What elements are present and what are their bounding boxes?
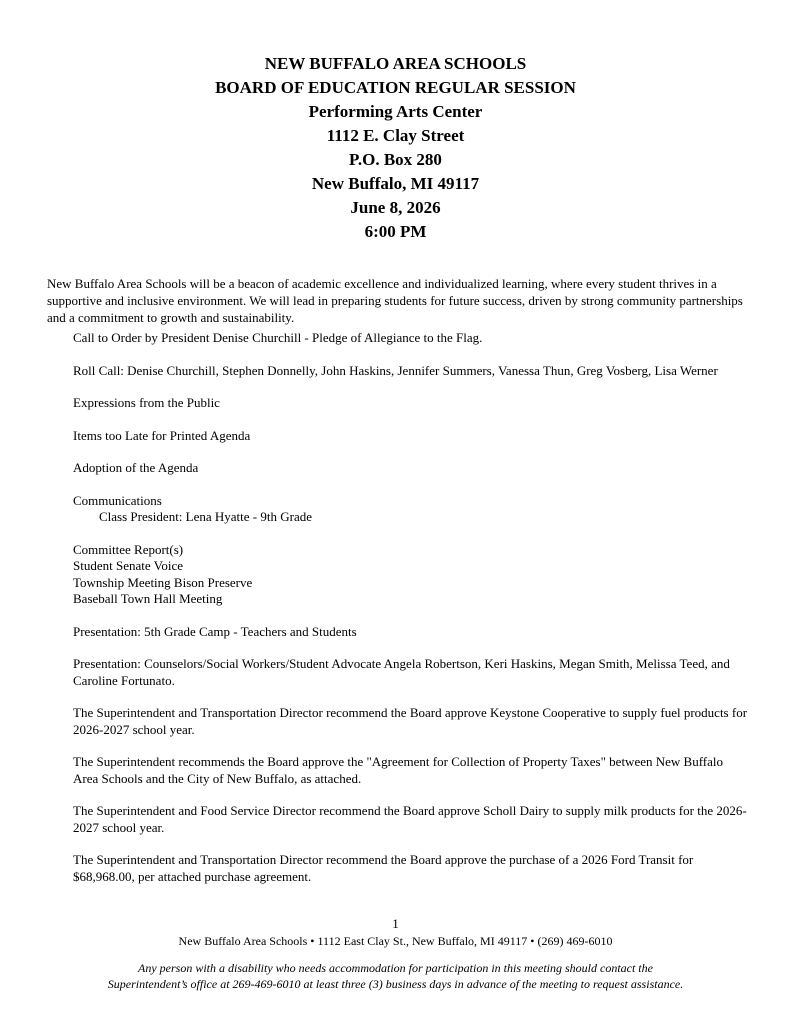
- agenda-list: [73, 330, 749, 901]
- agenda-public-expressions: Expressions from the Public: [73, 395, 220, 410]
- communications-item: Class President: Lena Hyatte - 9th Grade: [99, 509, 312, 524]
- agenda-recommendation-transit: The Superintendent and Transportation Director recommend the Board approve the purchase of a 2026 Ford Transit for $68,968.00, per attached purchase agreement.: [73, 852, 694, 884]
- agenda-presentation-camp: Presentation: 5th Grade Camp - Teachers and Students: [73, 623, 357, 639]
- agenda-communications: [73, 493, 749, 526]
- committee-line: Student Senate Voice: [73, 558, 184, 573]
- agenda-recommendation-taxes: The Superintendent recommends the Board approve the "Agreement for Collection of Property Taxes" between New Buffalo Area Schools and the City of New Buffalo, as attached.: [73, 754, 723, 786]
- venue-name: Performing Arts Center: [308, 102, 483, 121]
- notice-line: Superintendent’s office at 269-469-6010 at least three (3) business days in advance of the meeting to request assistance.: [107, 977, 684, 991]
- committee-line: Committee Report(s): [73, 541, 184, 557]
- agenda-roll-call: Roll Call: Denise Churchill, Stephen Donnelly, John Haskins, Jennifer Summers, Vanessa Thun, Greg Vosberg, Lisa Werner: [73, 362, 718, 378]
- agenda-adoption: Adoption of the Agenda: [73, 460, 199, 475]
- notice-line: Any person with a disability who needs accommodation for participation in this meeting should contact the: [138, 961, 653, 975]
- page-number: 1: [392, 916, 399, 931]
- communications-title: Communications: [73, 492, 162, 508]
- agenda-call-to-order: Call to Order by President Denise Churchill - Pledge of Allegiance to the Flag.: [73, 330, 483, 345]
- meeting-time: 6:00 PM: [364, 222, 427, 241]
- agenda-committee-reports: [73, 542, 749, 608]
- footer-contact: New Buffalo Area Schools • 1112 East Clay St., New Buffalo, MI 49117 • (269) 469-6010: [178, 934, 613, 948]
- city-state-zip: New Buffalo, MI 49117: [311, 174, 480, 193]
- meeting-date: June 8, 2026: [350, 198, 441, 217]
- committee-line: Township Meeting Bison Preserve: [73, 574, 253, 590]
- agenda-presentation-counselors: Presentation: Counselors/Social Workers/Student Advocate Angela Robertson, Keri Haskins, Megan Smith, Melissa Teed, and Caroline Fortunato.: [73, 656, 730, 688]
- accessibility-notice: [0, 960, 791, 992]
- committee-line: Baseball Town Hall Meeting: [73, 591, 223, 606]
- agenda-recommendation-milk: The Superintendent and Food Service Director recommend the Board approve Scholl Dairy to supply milk products for the 2026-2027 school year.: [73, 803, 747, 835]
- meeting-header: [0, 52, 791, 244]
- street-address: 1112 E. Clay Street: [326, 126, 465, 145]
- mission-statement: New Buffalo Area Schools will be a beacon of academic excellence and individualized learning, where every student thrives in a supportive and inclusive environment. We will lead in preparing students for future success, driven by strong community partnerships and a commitment to growth and sustainability.: [47, 276, 743, 325]
- session-title: BOARD OF EDUCATION REGULAR SESSION: [215, 78, 576, 97]
- agenda-recommendation-fuel: The Superintendent and Transportation Director recommend the Board approve Keystone Cooperative to supply fuel products for 2026-2027 school year.: [73, 705, 748, 737]
- district-name: NEW BUFFALO AREA SCHOOLS: [264, 54, 527, 73]
- po-box: P.O. Box 280: [349, 150, 442, 169]
- agenda-late-items: Items too Late for Printed Agenda: [73, 427, 251, 443]
